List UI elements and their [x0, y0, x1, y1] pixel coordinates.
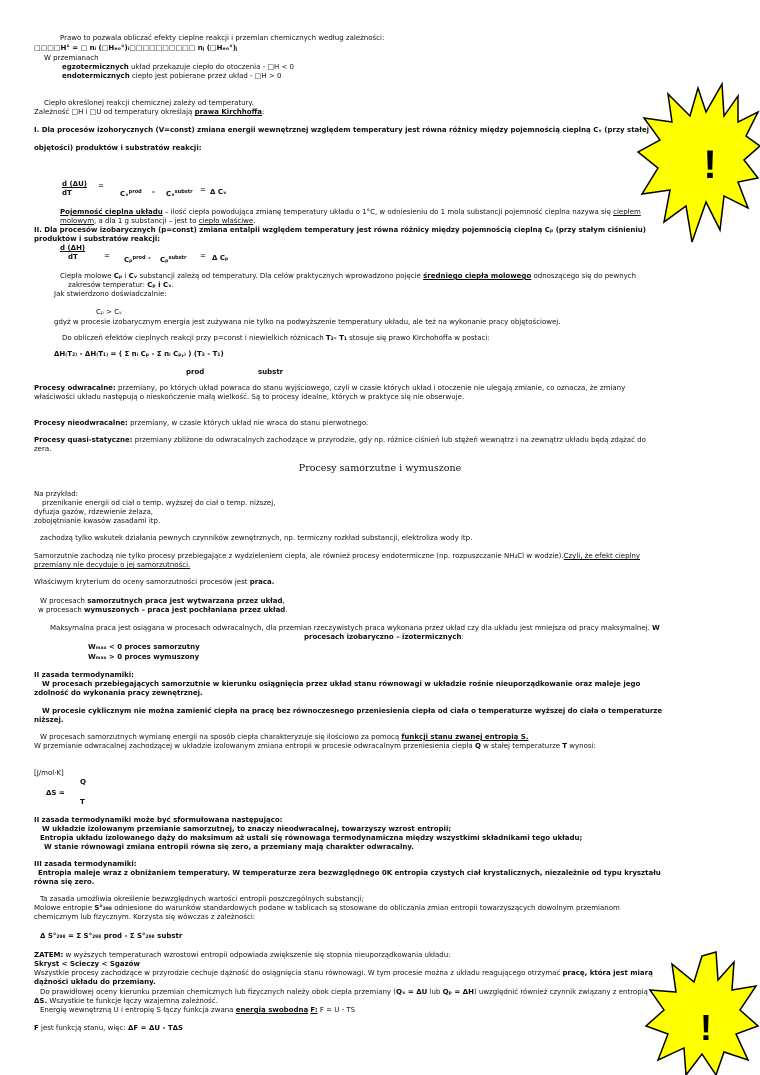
term: wymuszonych – praca jest pochłaniana przez układ: [84, 606, 286, 614]
term: W: [652, 624, 660, 632]
term: samorzutnych praca jest wytwarzana przez układ: [87, 597, 283, 605]
formula-term: [166, 188, 193, 199]
text-line: [60, 272, 636, 281]
term: Procesy quasi-statyczne:: [34, 436, 133, 444]
text-line: zera.: [34, 445, 52, 453]
symbol: Qₚ = ΔH: [442, 988, 474, 996]
text-line: zobojętnianie kwasów zasadami itp.: [34, 517, 161, 525]
text-span: Molowe entropie: [34, 904, 95, 912]
text-span: F = U - TS: [317, 1006, 356, 1014]
text-span: i: [122, 272, 129, 280]
equals-sign: =: [200, 252, 206, 260]
text-line: [34, 951, 451, 960]
cv-symbol: Cᵥ: [128, 272, 138, 280]
text-line: [62, 72, 281, 81]
formula-term: [120, 188, 142, 199]
wmax-line: Wₘₐₓ > 0 proces wymuszony: [88, 653, 200, 661]
text-line: niższej.: [34, 716, 64, 724]
section-heading: Procesy samorzutne i wymuszone: [298, 463, 462, 474]
term: Procesy nieodwracalne:: [34, 419, 128, 427]
equals-sign: =: [200, 186, 206, 194]
term-link: molowym: [60, 217, 95, 225]
wmax-line: Wₘₐₓ < 0 proces samorzutny: [88, 643, 200, 651]
minus-sign: -: [152, 188, 155, 196]
text-span: Właściwym kryterium do oceny samorzutności procesów jest: [34, 578, 250, 586]
term-link: energią swobodną: [235, 1006, 309, 1014]
symbols: T₂- T₁: [325, 334, 347, 342]
text-span: przemiany, w czasie których układ nie wraca do stanu pierwotnego.: [127, 419, 369, 427]
text-line: II zasada termodynamiki może być sformułowana następująco:: [34, 816, 283, 824]
sup-label: substr: [168, 255, 187, 261]
term-link: prawa Kirchhoffa: [194, 108, 262, 116]
formula-lhs: ΔS =: [46, 789, 65, 797]
text-span: .: [285, 606, 288, 614]
kirchhoff-formula: ΔH₍T₂₎ - ΔH₍T₁₎ = ( Σ nᵢ Cₚ - Σ nᵢ Cₚ,ᵢ ) (T₂ - T₁): [54, 350, 224, 358]
formula-term: [160, 254, 186, 265]
exclamation-mark: !: [700, 1007, 712, 1048]
text-span: Do prawidłowej oceny kierunku przemian chemicznych lub fizycznych należy obok ciepła przemiany (: [40, 988, 397, 996]
text-line: Ciepło określonej reakcji chemicznej zależy od temperatury.: [44, 99, 254, 107]
text-span: przemiany, po których układ powraca do stanu wyjściowego, czyli w czasie których układ i otoczenie nie ulegają zmianie, co oznacza, że zmiany: [115, 384, 626, 392]
text-line: chemicznym lub fizycznym. Korzysta się wówczas z zależności:: [34, 913, 256, 921]
entropy-formula: Δ S°₂₉₈ = Σ S°₂₉₈ prod - Σ S°₂₉₈ substr: [40, 932, 183, 940]
text-span: Ciepła molowe: [60, 272, 114, 280]
text-line: W procesie cyklicznym nie można zamienić ciepła na pracę bez równoczesnego przeniesienia ciepła od ciała o temperaturze wyższej do ciała o temperaturze: [42, 707, 663, 715]
text-span: jest funkcją stanu, więc:: [38, 1024, 129, 1032]
formula-numerator: Q: [80, 778, 86, 786]
cp-symbol: Cₚ: [160, 256, 169, 264]
text-line: [34, 578, 274, 587]
text-span: układ przekazuje ciepło do otoczenia - □H < 0: [128, 63, 294, 71]
text-line: W układzie izolowanym przemianie samorzutnej, to znaczy nieodwracalnej, towarzyszy wzrost entropii;: [42, 825, 452, 833]
text-line: objętości) produktów i substratów reakcji:: [34, 144, 202, 152]
text-line: Jak stwierdzono doświadczalnie:: [54, 290, 167, 298]
text-span: w procesach: [38, 606, 85, 614]
exclamation-mark: !: [703, 143, 717, 187]
text-line: przemiany nie decyduje o jej samorzutności.: [34, 561, 191, 569]
formula-result: Δ Cᵥ: [210, 188, 227, 196]
text-line: I. Dla procesów izohorycznych (V=const) zmiana energii wewnętrznej względem temperatury jest równa różnicy między pojemnością cieplną Cᵥ (przy stałej: [34, 126, 650, 134]
text-line: [34, 552, 640, 561]
text-line: [40, 597, 285, 606]
text-line: W przemianach: [44, 54, 99, 62]
term: ZATEM:: [34, 951, 64, 959]
text-line: [34, 436, 646, 445]
term: pracę, która jest miarą: [562, 969, 653, 977]
text-line: W procesach przebiegających samorzutnie w kierunku osiągnięcia przez układ stanu równowagi w układzie rośnie nieuporządkowanie oraz maleje jego: [42, 680, 641, 688]
term-link: funkcji stanu zwanej entropią S.: [401, 733, 529, 741]
text-line: zachodzą tylko wskutek działania pewnych czynników zewnętrznych, np. termiczny rozkład substancji, elektroliza wody itp.: [40, 534, 473, 542]
text-line: produktów i substratów reakcji:: [34, 235, 161, 243]
text-line: równa się zero.: [34, 878, 95, 886]
text-span: zakresów temperatur:: [68, 281, 148, 289]
text-line: [68, 281, 174, 290]
symbol: Qᵥ = ΔU: [396, 988, 428, 996]
text-line: Entropia układu izolowanego dąży do maksimum aż ustali się równowaga termodynamiczna między wszystkimi składnikami tego układu;: [40, 834, 583, 842]
text-line: [60, 208, 641, 217]
text-span: Zależność □H i □U od temperatury określają: [34, 108, 195, 116]
text-line: [40, 733, 529, 742]
text-span: lub: [427, 988, 443, 996]
text-line: [34, 997, 218, 1006]
formula-denominator: dT: [68, 253, 78, 261]
formula-denominator: dT: [62, 189, 72, 197]
minus-sign: -: [148, 254, 151, 262]
text-line: W stanie równowagi zmiana entropii równa się zero, a przemiany mają charakter odwracalny.: [44, 843, 414, 851]
formula-label: substr: [258, 368, 284, 376]
text-span: ) uwzględnić również czynnik związany z entropią: [473, 988, 648, 996]
text-line: [34, 384, 625, 393]
text-span: W procesach: [40, 597, 88, 605]
symbol: F: [34, 1024, 39, 1032]
warning-burst-icon: [636, 82, 760, 252]
text-line: [40, 1006, 355, 1015]
sup-label: prod: [132, 255, 146, 261]
text-line: II zasada termodynamiki:: [34, 671, 134, 679]
enthalpy-formula: □□□□H° = □ nᵢ (□Hₑₒ°)ᵢ□□□□□□□□□□ nⱼ (□Hₑₒ°)ⱼ: [34, 44, 238, 52]
symbol: T: [562, 742, 568, 750]
inequality: Cₚ > Cᵥ: [96, 308, 123, 316]
burst-shape: [638, 84, 760, 242]
formula-numerator: d (ΔH): [60, 244, 86, 252]
text-line: Prawo to pozwala obliczać efekty cieplne reakcji i przemian chemicznych według zależności:: [60, 34, 385, 42]
entropy-order: Skryst < Scieczy < Sgazów: [34, 960, 140, 968]
text-span: w stałej temperaturze: [480, 742, 563, 750]
symbol: ΔS.: [34, 997, 48, 1005]
text-line: [38, 606, 288, 615]
text-span: Do obliczeń efektów cieplnych reakcji przy p=const i niewielkich różnicach: [62, 334, 326, 342]
symbol: Q: [474, 742, 481, 750]
text-span: , a dla 1 g substancji – jest to: [94, 217, 199, 225]
text-line: Na przykład:: [34, 490, 79, 498]
text-span: – ilość ciepła powodująca zmianę temperatury układu o 1°C, w odniesieniu do 1 mola substancji pojemność cieplna nazywa się: [162, 208, 614, 216]
text-span: odniesione do warunków standardowych podane w tablicach są stosowane do obliczania zmian entropii towarzyszących dowolnym przemianom: [111, 904, 620, 912]
text-span: W przemianie odwracalnej zachodzącej w układzie izolowanym zmiana entropii w procesie odwracalnym przeniesienia ciepła: [34, 742, 475, 750]
text-line: właściwości układu następują o nieskończenie małą wielkość. Są to procesy idealne, których w praktyce się nie obserwuje.: [34, 393, 465, 401]
warning-burst-icon: [644, 950, 760, 1075]
text-span: ,: [282, 597, 285, 605]
sup-label: prod: [128, 189, 142, 195]
term-link: średniego ciepła molowego: [423, 272, 532, 280]
text-line: [34, 1024, 183, 1033]
text-line: [34, 742, 596, 751]
symbol: S°₂₉₈: [94, 904, 112, 912]
term: endotermicznych: [62, 72, 130, 80]
term-link: Czyli, że efekt cieplny: [563, 552, 641, 560]
text-span: Maksymalna praca jest osiągana w procesach odwracalnych, dla przemian rzeczywistych praca wykonana przez układ czy dla układu jest mniejsza od pracy maksymalnej.: [50, 624, 653, 632]
equals-sign: =: [104, 252, 110, 260]
unit-label: [J/mol·K]: [34, 769, 64, 777]
text-line: [62, 334, 490, 343]
text-line: [40, 988, 648, 997]
text-line: [62, 63, 294, 72]
text-line: Entropia maleje wraz z obniżaniem temperatury. W temperaturze zera bezwzględnego 0K entropia czystych ciał krystalicznych, niezależnie od typu kryształu: [38, 869, 661, 877]
cp-symbol: Cₚ: [124, 256, 133, 264]
formula-term: [124, 254, 146, 265]
text-line: dyfuzja gazów, rdzewienie żelaza,: [34, 508, 153, 516]
text-span: Wszystkie procesy zachodzące w przyrodzie cechuje dążność do osiągnięcia stanu równowagi. W tym procesie można z układu reagującego otrzymać: [34, 969, 563, 977]
cv-symbol: Cᵥ: [166, 190, 175, 198]
text-line: przenikanie energii od ciał o temp. wyższej do ciał o temp. niższej,: [42, 499, 276, 507]
text-span: W procesach samorzutnych wymianę energii na sposób ciepła charakteryzuje się ilościowo za pomocą: [40, 733, 402, 741]
formula-denominator: T: [80, 798, 85, 806]
text-span: przemiany zbliżone do odwracalnych zachodzące w przyrodzie, gdy np. różnice ciśnień lub stężeń wewnątrz i na zewnątrz układu będą zdążać do: [132, 436, 646, 444]
text-span: :: [261, 108, 265, 116]
text-span: w wyższych temperaturach wzrostowi entropii odpowiada zwiększenie się stopnia nieuporządkowania układu:: [63, 951, 451, 959]
text-span: substancji zależą od temperatury. Dla celów praktycznych wprowadzono pojęcie: [137, 272, 424, 280]
text-span: Energię wewnętrzną U i entropię S łączy funkcja zwana: [40, 1006, 236, 1014]
term-link: ciepłem: [613, 208, 641, 216]
term: procesach izobaryczno – izotermicznych: [304, 633, 462, 641]
equals-sign: =: [98, 182, 104, 190]
formula-numerator: d (ΔU): [62, 180, 87, 188]
text-line: [34, 969, 653, 978]
text-span: ciepło jest pobierane przez układ - □H > 0: [129, 72, 282, 80]
sup-label: substr: [174, 189, 193, 195]
text-span: .: [253, 217, 256, 225]
text-span: Wszystkie te funkcje łączy wzajemna zależność.: [47, 997, 218, 1005]
text-span: Samorzutnie zachodzą nie tylko procesy przebiegające z wydzieleniem ciepła, ale również procesy endotermiczne (np. rozpuszczanie NH₄Cl w wodzie).: [34, 552, 564, 560]
term: Procesy odwracalne:: [34, 384, 116, 392]
formula-result: Δ Cₚ: [212, 254, 229, 262]
term-link: Pojemność cieplna układu: [60, 208, 163, 216]
text-line: [60, 217, 255, 226]
text-span: wynosi:: [567, 742, 596, 750]
cv-symbol: Cᵥ: [120, 190, 129, 198]
term-link: ciepło właściwe: [198, 217, 254, 225]
symbols: Cₚ i Cᵥ: [147, 281, 172, 289]
formula-label: prod: [186, 368, 205, 376]
text-line: [304, 633, 464, 642]
text-line: [34, 904, 620, 913]
formula: ΔF = ΔU - TΔS: [128, 1024, 184, 1032]
text-line: [34, 108, 264, 117]
text-span: odnoszącego się do pewnych: [531, 272, 637, 280]
text-span: stosuje się prawo Kirchohoffa w postaci:: [346, 334, 490, 342]
text-span: .: [171, 281, 174, 289]
text-line: dążności układu do przemiany.: [34, 978, 156, 986]
term: praca.: [249, 578, 275, 586]
term: egzotermicznych: [62, 63, 129, 71]
text-line: zdolność do wykonania pracy zewnętrznej.: [34, 689, 203, 697]
text-line: [34, 419, 368, 428]
symbol: F:: [310, 1006, 318, 1014]
text-line: Ta zasada umożliwia określenie bezwzględnych wartości entropii poszczególnych substancji;: [40, 895, 365, 903]
text-line: [50, 624, 660, 633]
cp-symbol: Cₚ: [113, 272, 123, 280]
text-line: II. Dla procesów izobarycznych (p=const) zmiana entalpii względem temperatury jest równa różnicy między pojemnością cieplną Cₚ (przy stałym ciśnieniu): [34, 226, 646, 234]
text-line: III zasada termodynamiki:: [34, 860, 137, 868]
text-line: gdyż w procesie izobarycznym energia jest zużywana nie tylko na podwyższenie temperatury układu, ale też na wykonanie pracy objętościowej.: [54, 318, 561, 326]
text-span: :: [461, 633, 464, 641]
